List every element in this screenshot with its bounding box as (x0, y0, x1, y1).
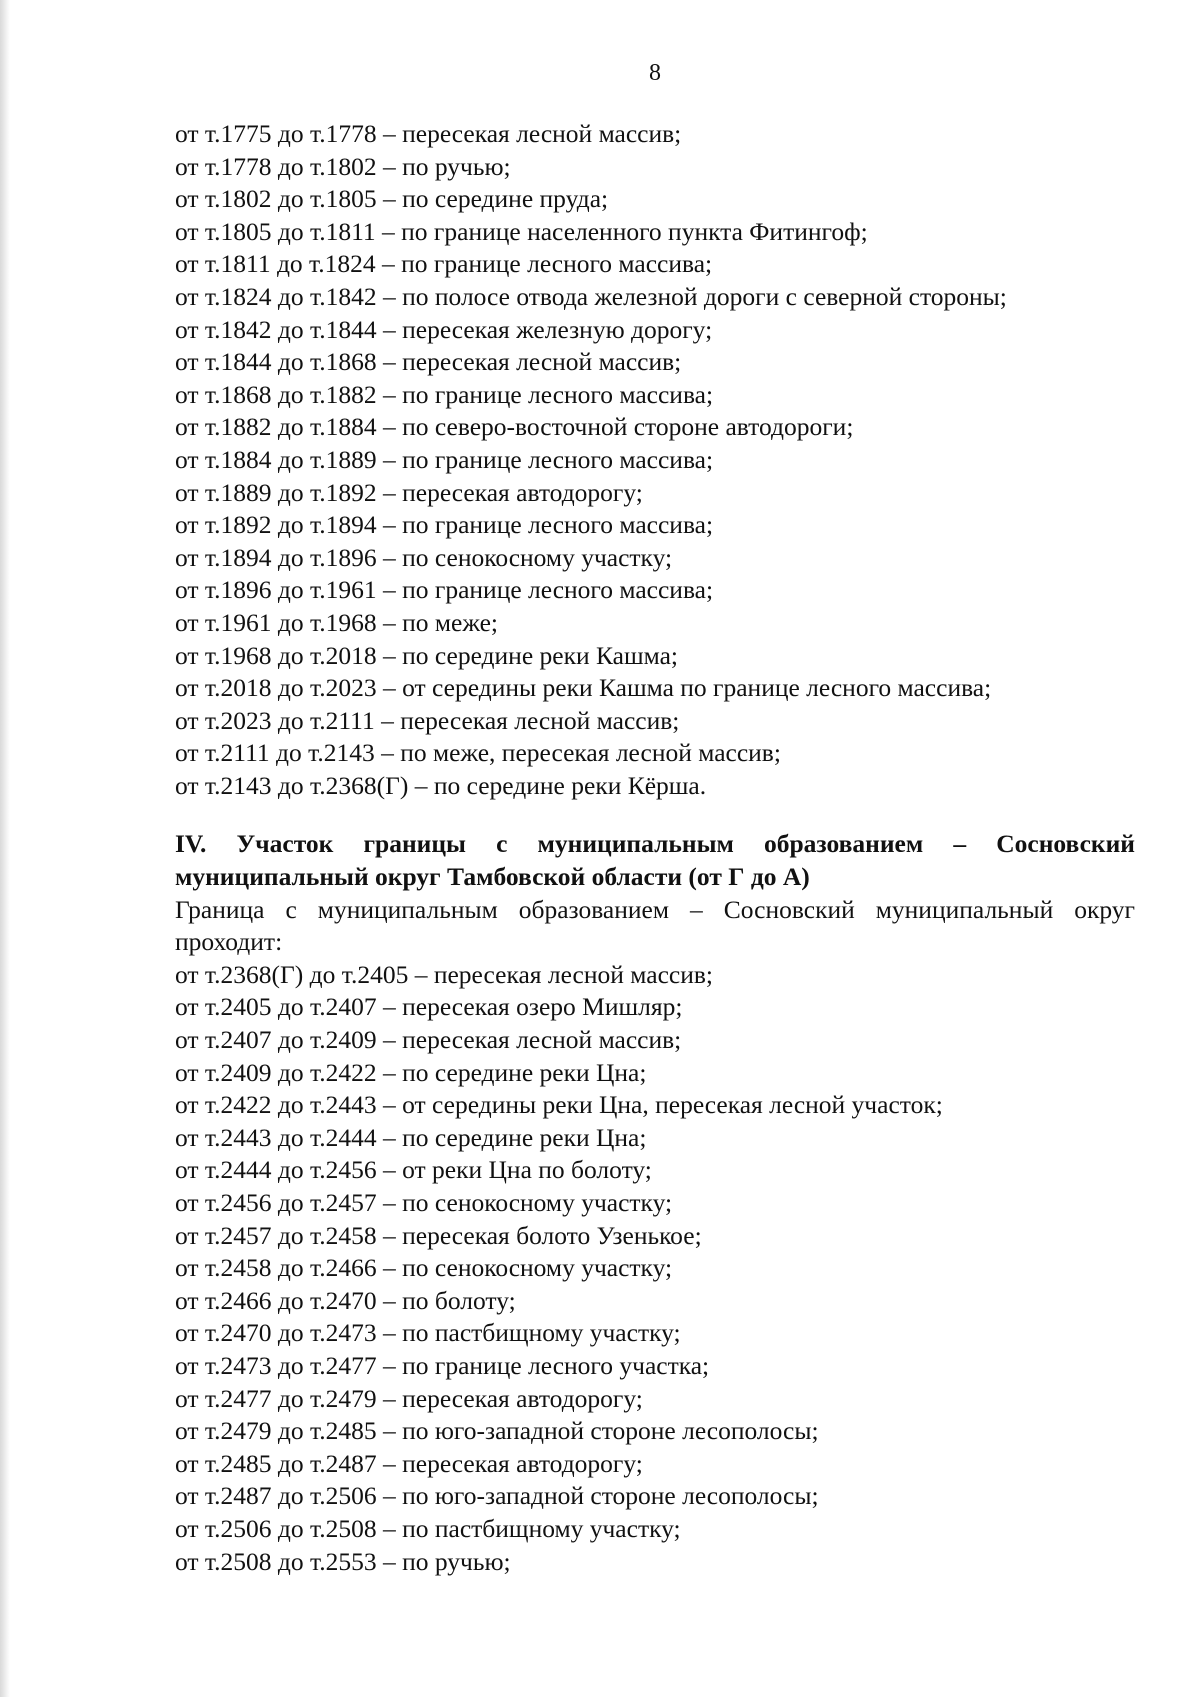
boundary-segment-line: от т.2422 до т.2443 – от середины реки Цна, пересекая лесной участок; (175, 1090, 943, 1120)
boundary-segment-line: от т.2407 до т.2409 – пересекая лесной массив; (175, 1025, 682, 1055)
section-4-intro: Граница с муниципальным образованием – Сосновский муниципальный округ (175, 894, 1135, 924)
boundary-segment-line: от т.2457 до т.2458 – пересекая болото Узенькое; (175, 1220, 702, 1250)
boundary-segment-line: от т.2111 до т.2143 – по меже, пересекая лесной массив; (175, 738, 781, 768)
boundary-segment-line: от т.2508 до т.2553 – по ручью; (175, 1546, 511, 1576)
page-number: 8 (649, 60, 661, 86)
boundary-segment-line: от т.2444 до т.2456 – от реки Цна по болоту; (175, 1155, 652, 1185)
boundary-segment-line: от т.2479 до т.2485 – по юго-западной стороне лесополосы; (175, 1416, 819, 1446)
boundary-segment-line: от т.1968 до т.2018 – по середине реки Кашма; (175, 640, 678, 670)
boundary-segment-line: от т.2485 до т.2487 – пересекая автодорогу; (175, 1448, 643, 1478)
boundary-segment-line: от т.1775 до т.1778 – пересекая лесной массив; (175, 119, 682, 148)
boundary-segment-line: от т.2473 до т.2477 – по границе лесного участка; (175, 1350, 710, 1380)
boundary-segment-line: от т.1868 до т.1882 – по границе лесного массива; (175, 379, 714, 409)
boundary-segment-line: от т.1824 до т.1842 – по полосе отвода железной дороги с северной стороны; (175, 281, 1007, 311)
boundary-segment-line: от т.1894 до т.1896 – по сенокосному участку; (175, 542, 673, 572)
boundary-segment-line: от т.1844 до т.1868 – пересекая лесной массив; (175, 347, 682, 377)
boundary-segment-line: от т.2456 до т.2457 – по сенокосному участку; (175, 1188, 673, 1217)
section-3-list (175, 118, 1135, 802)
boundary-segment-line: от т.2018 до т.2023 – от середины реки Кашма по границе лесного массива; (175, 673, 992, 703)
boundary-segment-line: от т.1811 до т.1824 – по границе лесного массива; (175, 249, 713, 279)
boundary-segment-line: от т.2368(Г) до т.2405 – пересекая лесной массив; (175, 959, 713, 989)
boundary-segment-line: от т.2405 до т.2407 – пересекая озеро Мишляр; (175, 992, 683, 1022)
boundary-segment-line: от т.1805 до т.1811 – по границе населенного пункта Фитингоф; (175, 216, 868, 246)
boundary-segment-line: от т.1882 до т.1884 – по северо-восточной стороне автодороги; (175, 412, 854, 442)
boundary-segment-line: от т.2143 до т.2368(Г) – по середине реки Кёрша. (175, 770, 707, 800)
boundary-segment-line: от т.1892 до т.1894 – по границе лесного массива; (175, 510, 714, 540)
section-4-list (175, 959, 1135, 1578)
boundary-segment-line: от т.1884 до т.1889 – по границе лесного массива; (175, 444, 714, 474)
boundary-segment-line: от т.2409 до т.2422 – по середине реки Цна; (175, 1057, 647, 1087)
boundary-segment-line: от т.1802 до т.1805 – по середине пруда; (175, 184, 609, 214)
boundary-segment-line: от т.2443 до т.2444 – по середине реки Цна; (175, 1122, 647, 1152)
boundary-segment-line: от т.1842 до т.1844 – пересекая железную дорогу; (175, 314, 713, 344)
document-body (175, 118, 1135, 1578)
boundary-segment-line: от т.2458 до т.2466 – по сенокосному участку; (175, 1253, 673, 1283)
section-4-heading: IV. Участок границы с муниципальным образованием – Сосновский (175, 829, 1135, 859)
boundary-segment-line: от т.1961 до т.1968 – по меже; (175, 607, 499, 637)
boundary-segment-line: от т.2477 до т.2479 – пересекая автодорогу; (175, 1383, 643, 1413)
scan-edge (0, 0, 10, 1697)
boundary-segment-line: от т.2023 до т.2111 – пересекая лесной массив; (175, 705, 680, 735)
boundary-segment-line: от т.2487 до т.2506 – по юго-западной стороне лесополосы; (175, 1481, 819, 1511)
boundary-segment-line: от т.1778 до т.1802 – по ручью; (175, 151, 511, 181)
section-4-intro-cont: проходит: (175, 927, 283, 957)
boundary-segment-line: от т.2466 до т.2470 – по болоту; (175, 1285, 516, 1315)
section-4 (175, 828, 1135, 1578)
section-4-heading-cont: муниципальный округ Тамбовской области (от Г до А) (175, 862, 810, 892)
boundary-segment-line: от т.2470 до т.2473 – по пастбищному участку; (175, 1318, 681, 1348)
boundary-segment-line: от т.2506 до т.2508 – по пастбищному участку; (175, 1513, 681, 1543)
boundary-segment-line: от т.1889 до т.1892 – пересекая автодорогу; (175, 477, 643, 507)
boundary-segment-line: от т.1896 до т.1961 – по границе лесного массива; (175, 575, 714, 605)
